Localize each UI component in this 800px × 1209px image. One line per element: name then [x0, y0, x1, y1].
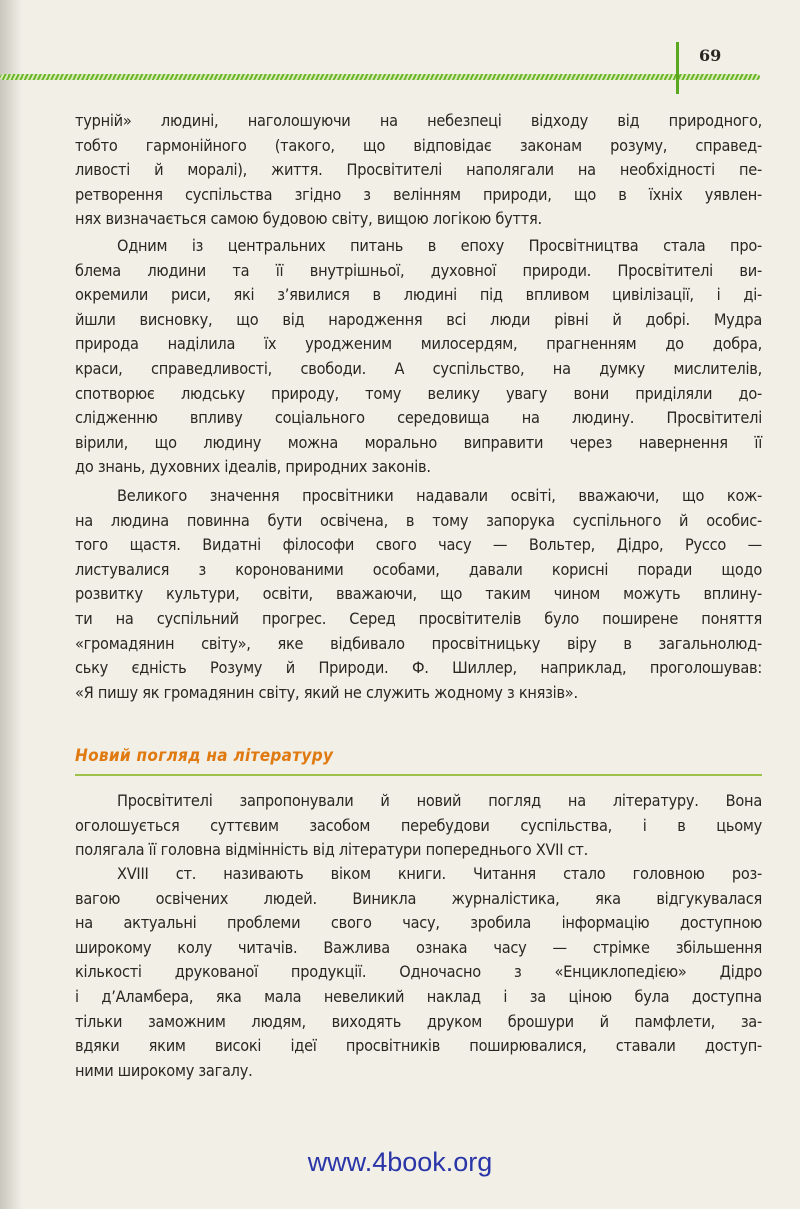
text-line: йшли висновку, що від народження всі люди рівні й добрі. Мудра	[75, 309, 762, 329]
paragraph	[75, 234, 762, 480]
decorative-header-rule	[0, 74, 760, 80]
paragraph	[75, 109, 762, 232]
text-line: широкому колу читачів. Важлива ознака часу — стрімке збільшення	[75, 937, 762, 957]
text-line: на людина повинна бути освічена, в тому запорука суспільного й особис-	[75, 510, 762, 530]
text-line: XVIII ст. називають віком книги. Читання стало головною роз-	[117, 864, 762, 883]
text-line: вдяки яким високі ідеї просвітників поширювалися, ставали доступ-	[75, 1036, 762, 1056]
text-line: ними широкому загалу.	[75, 1060, 253, 1080]
page-number: 69	[699, 46, 722, 65]
page-binding-shadow	[0, 0, 22, 1209]
text-line: окремили риси, які з’явилися в людині під впливом цивілізації, і ді-	[75, 285, 762, 305]
text-line: тобто гармонійного (такого, що відповідає законам розуму, справед-	[75, 135, 762, 155]
text-line: розвитку культури, освіти, вважаючи, що таким чином можуть вплину-	[75, 584, 762, 604]
paragraph	[75, 484, 762, 705]
text-line: ретворення суспільства згідно з велінням природи, що в їхніх уявлен-	[75, 184, 762, 204]
text-line: Одним із центральних питань в епоху Просвітництва стала про-	[117, 236, 762, 255]
text-line: і д’Аламбера, яка мала невеликий наклад і за ціною була доступна	[75, 986, 762, 1006]
text-line: до знань, духовних ідеалів, природних законів.	[75, 457, 431, 477]
text-line: Великого значення просвітники надавали освіті, вважаючи, що кож-	[117, 486, 762, 505]
paragraph	[75, 789, 762, 863]
text-line: вірили, що людину можна морально виправити через навернення її	[75, 432, 762, 452]
text-line: природа наділила їх уродженим милосердям, прагненням до добра,	[75, 334, 762, 354]
vine-ornament-icon	[676, 42, 693, 94]
text-line: ти на суспільний прогрес. Серед просвітителів було поширене поняття	[75, 608, 762, 628]
paragraph	[75, 862, 762, 1083]
text-line: кількості друкованої продукції. Одночасно з «Енциклопедією» Дідро	[75, 962, 762, 982]
text-line: ливості й моралі), життя. Просвітителі наполягали на необхідності пе-	[75, 160, 762, 180]
text-line: оголошується суттєвим засобом перебудови суспільства, і в цьому	[75, 815, 762, 835]
text-line: «громадянин світу», яке відбивало просвітницьку віру в загальнолюд-	[75, 633, 762, 653]
text-line: турній» людині, наголошуючи на небезпеці відходу від природного,	[75, 111, 762, 130]
footer-link[interactable]: www.4book.org	[307, 1147, 493, 1177]
text-line: слідженню впливу соціального середовища на людину. Просвітителі	[75, 408, 762, 428]
text-line: спотворює людську природу, тому велику увагу вони приділяли до-	[75, 383, 762, 403]
text-line: тільки заможним людям, виходять друком брошури й памфлети, за-	[75, 1011, 762, 1031]
text-line: вагою освічених людей. Виникла журналістика, яка відгукувалася	[75, 888, 762, 908]
text-line: листувалися з коронованими особами, давали корисні поради щодо	[75, 559, 762, 579]
text-line: «Я пишу як громадянин світу, який не служить жодному з князів».	[75, 682, 578, 702]
text-line: ську єдність Розуму й Природи. Ф. Шиллер, наприклад, проголошував:	[75, 658, 762, 678]
section-heading: Новий погляд на літературу	[75, 746, 334, 766]
text-line: того щастя. Видатні філософи свого часу — Вольтер, Дідро, Руссо —	[75, 535, 762, 555]
text-line: на актуальні проблеми свого часу, зробила інформацію доступною	[75, 913, 762, 933]
text-line: нях визначається самою будовою світу, вищою логікою буття.	[75, 209, 542, 229]
text-line: краси, справедливості, свободи. А суспільство, на думку мислителів,	[75, 358, 762, 378]
text-line: Просвітителі запропонували й новий погляд на літературу. Вона	[117, 791, 762, 810]
text-line: полягала її головна відмінність від літератури попереднього XVII ст.	[75, 840, 588, 860]
text-line: блема людини та її внутрішньої, духовної природи. Просвітителі ви-	[75, 260, 762, 280]
section-divider	[75, 774, 762, 776]
